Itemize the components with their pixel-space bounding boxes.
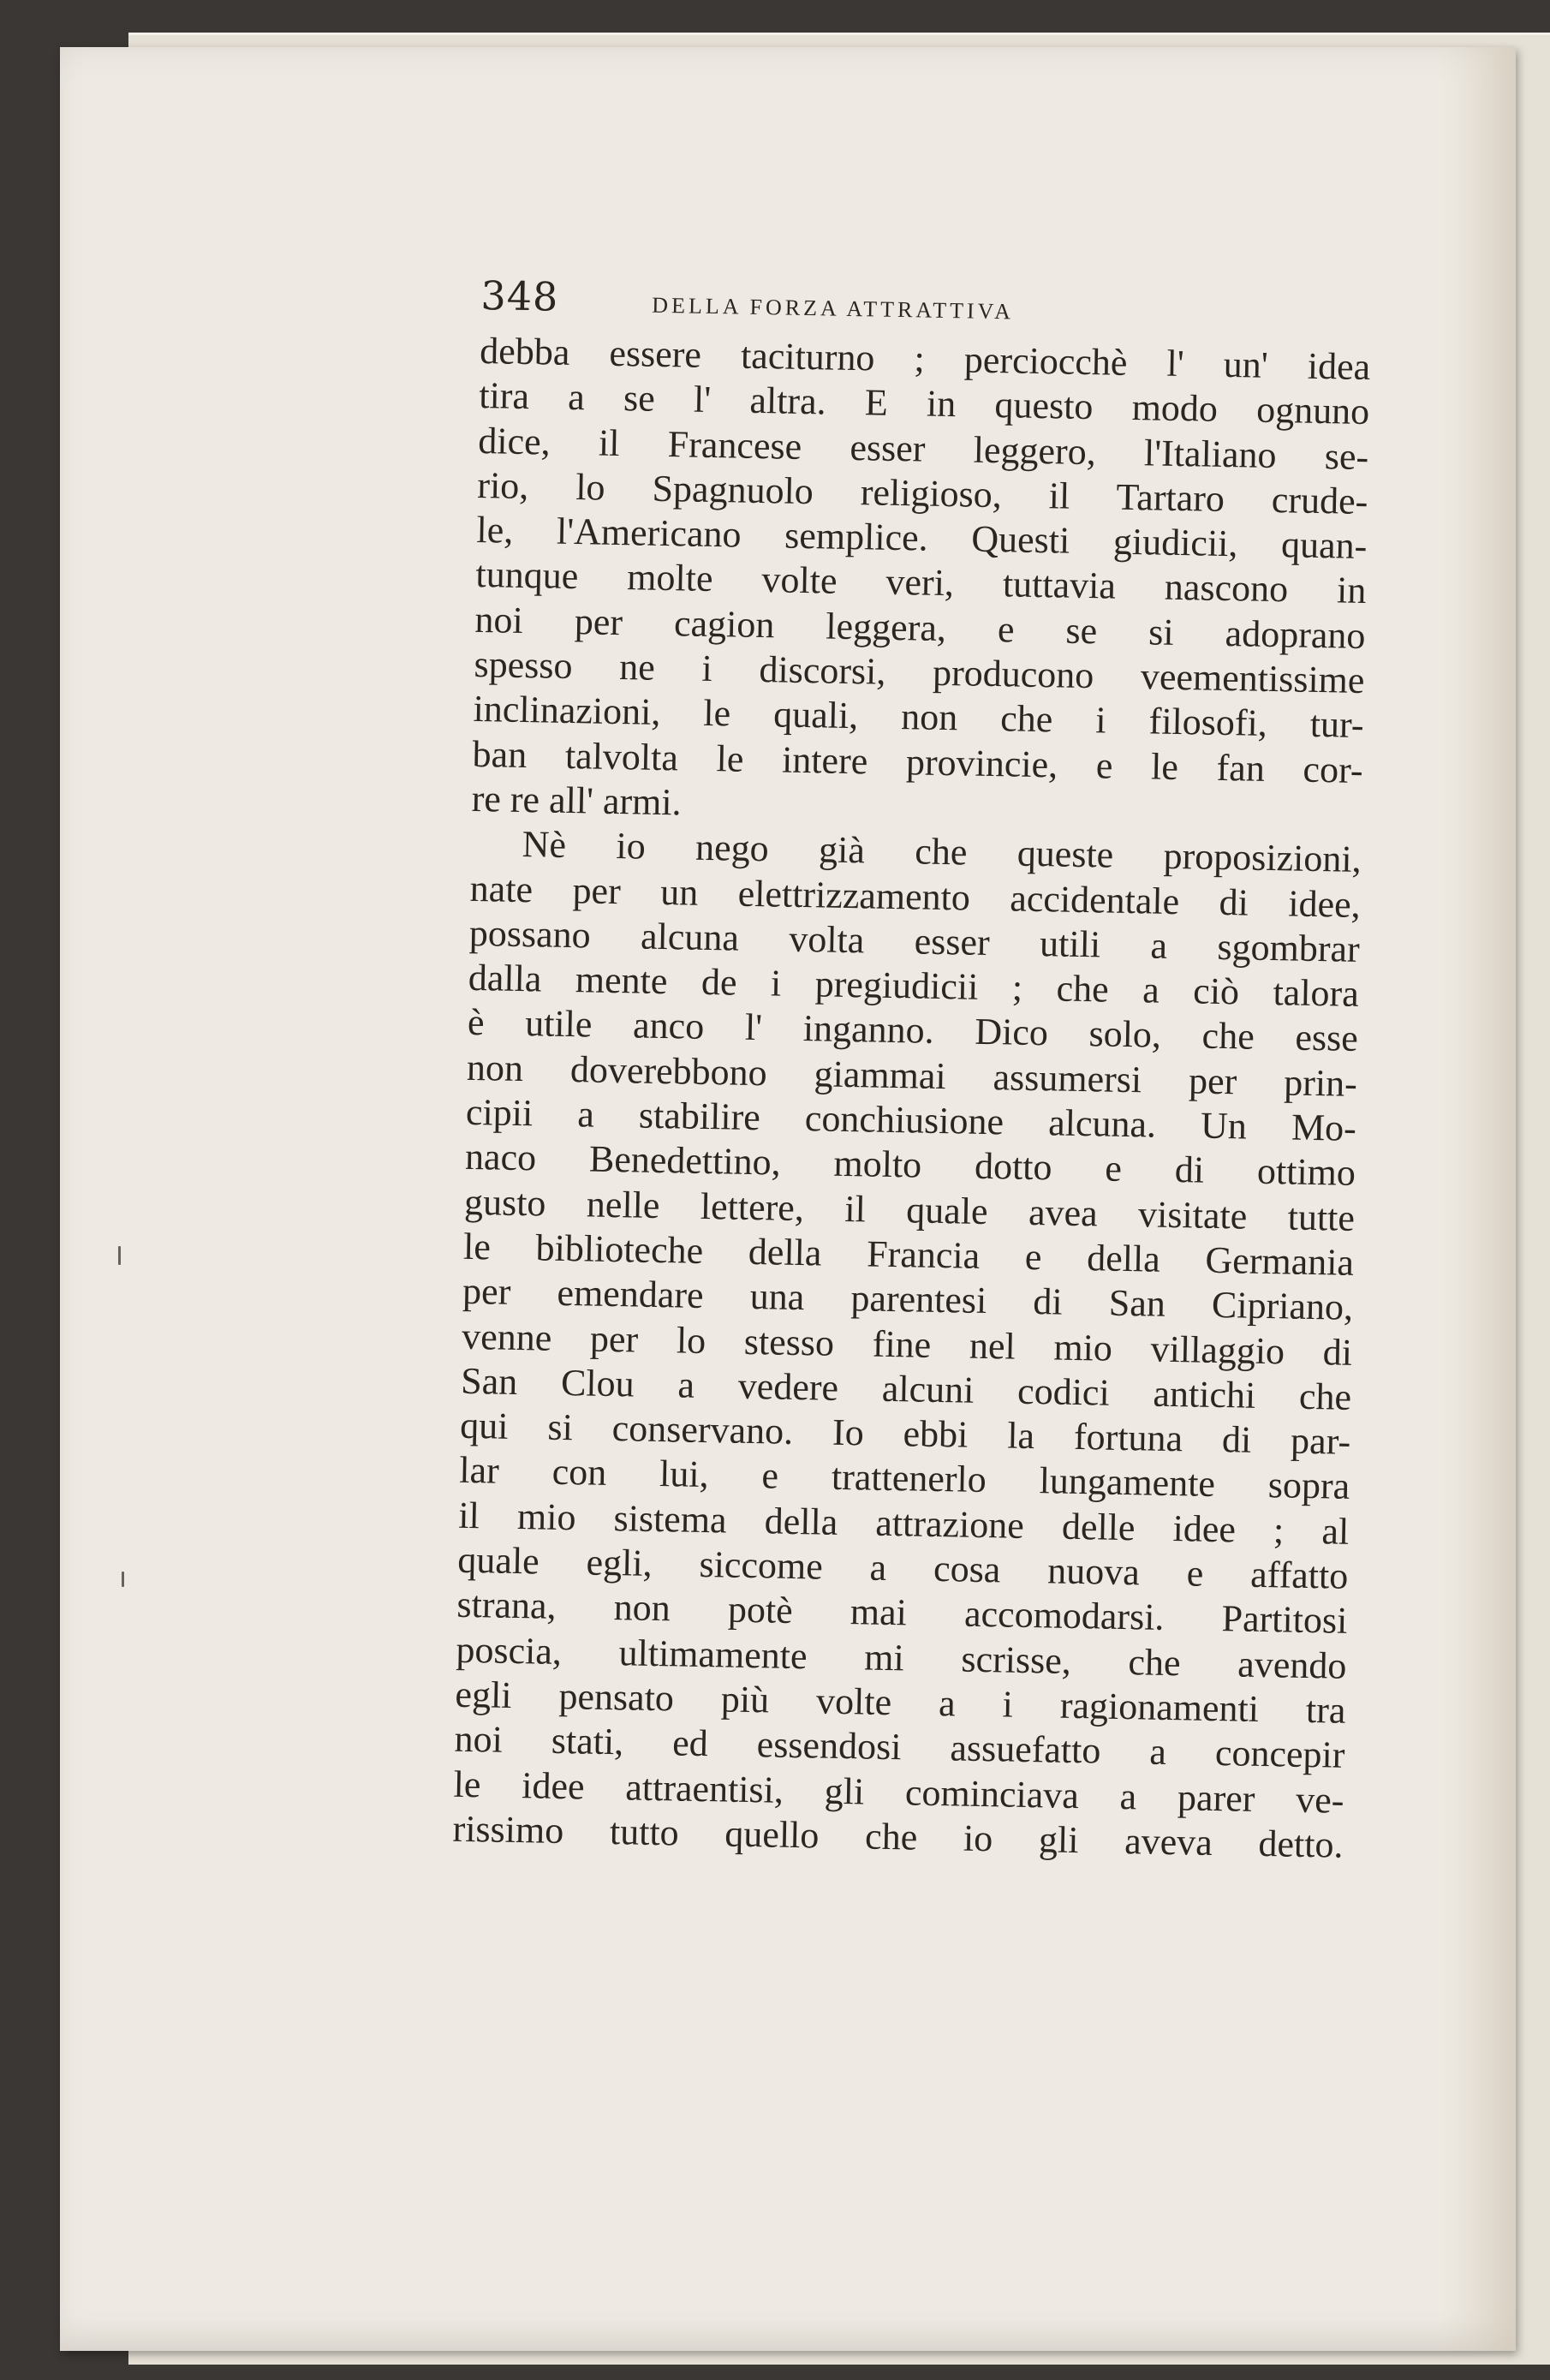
paragraph-2 bbox=[452, 821, 1362, 1868]
text-line: strana, non potè mai accomodarsi. Partitosi bbox=[456, 1584, 1348, 1643]
text-line: noi per cagion leggera, e se si adoprano bbox=[474, 598, 1366, 657]
text-line: egli pensato più volte a i ragionamenti tra bbox=[455, 1673, 1346, 1732]
text-line-last: re re all' armi. bbox=[471, 777, 683, 824]
text-line: qui si conservano. Io ebbi la fortuna di par- bbox=[459, 1404, 1351, 1463]
text-line: spesso ne i discorsi, producono veementissime bbox=[474, 643, 1365, 702]
text-line: rissimo tutto quello che io gli aveva detto. bbox=[452, 1807, 1344, 1866]
text-line: non doverebbono giammai assumersi per prin- bbox=[466, 1046, 1358, 1105]
text-line: le, l'Americano semplice. Questi giudicii, quan- bbox=[476, 509, 1368, 568]
text-line: tira a se l' altra. E in questo modo ognuno bbox=[478, 374, 1370, 433]
text-line: ban talvolta le intere provincie, e le fan cor- bbox=[472, 732, 1363, 791]
text-line: dice, il Francese esser leggero, l'Italiano se- bbox=[477, 419, 1369, 478]
margin-mark bbox=[118, 1246, 121, 1265]
paragraph-1 bbox=[471, 329, 1370, 838]
text-line: lar con lui, e trattenerlo lungamente sopra bbox=[458, 1449, 1350, 1508]
text-line: le idee attraentisi, gli cominciava a parer ve- bbox=[453, 1763, 1344, 1822]
text-line: dalla mente de i pregiudicii ; che a ciò talora bbox=[468, 957, 1360, 1016]
text-line: San Clou a vedere alcuni codici antichi che bbox=[460, 1359, 1352, 1418]
text-line: nate per un elettrizzamento accidentale di idee, bbox=[469, 867, 1362, 926]
text-line: tunque molte volte veri, tuttavia nascono in bbox=[475, 553, 1367, 612]
text-block bbox=[452, 272, 1372, 1868]
text-line: naco Benedettino, molto dotto e di ottimo bbox=[464, 1136, 1356, 1195]
text-line: quale egli, siccome a cosa nuova e affatto bbox=[456, 1538, 1349, 1597]
text-line: inclinazioni, le quali, non che i filosofi, tur- bbox=[473, 688, 1364, 747]
text-line: gusto nelle lettere, il quale avea visitate tutte bbox=[463, 1180, 1356, 1239]
running-header-title: DELLA FORZA ATTRATTIVA bbox=[652, 292, 1015, 325]
text-line: le biblioteche della Francia e della Germania bbox=[462, 1225, 1355, 1284]
text-line: possano alcuna volta esser utili a sgombrar bbox=[468, 911, 1361, 970]
text-line: il mio sistema della attrazione delle idee ; al bbox=[457, 1494, 1350, 1553]
text-line-first: Nè io nego già che queste proposizioni, bbox=[522, 823, 1362, 881]
text-line: rio, lo Spagnuolo religioso, il Tartaro crude- bbox=[476, 463, 1368, 522]
margin-mark bbox=[122, 1572, 124, 1587]
text-line: debba essere taciturno ; perciocchè l' un' idea bbox=[479, 329, 1371, 389]
page-edge-shading bbox=[1439, 47, 1516, 2351]
page-number: 348 bbox=[480, 272, 559, 320]
text-line: è utile anco l' inganno. Dico solo, che esse bbox=[467, 1001, 1359, 1060]
text-line: noi stati, ed essendosi assuefatto a concepir bbox=[454, 1717, 1345, 1776]
text-line: venne per lo stesso fine nel mio villaggio di bbox=[461, 1315, 1353, 1374]
text-line: poscia, ultimamente mi scrisse, che avendo bbox=[456, 1628, 1347, 1687]
text-line: cipii a stabilire conchiusione alcuna. Un Mo- bbox=[465, 1090, 1357, 1149]
text-line: per emendare una parentesi di San Cipriano, bbox=[462, 1270, 1354, 1329]
